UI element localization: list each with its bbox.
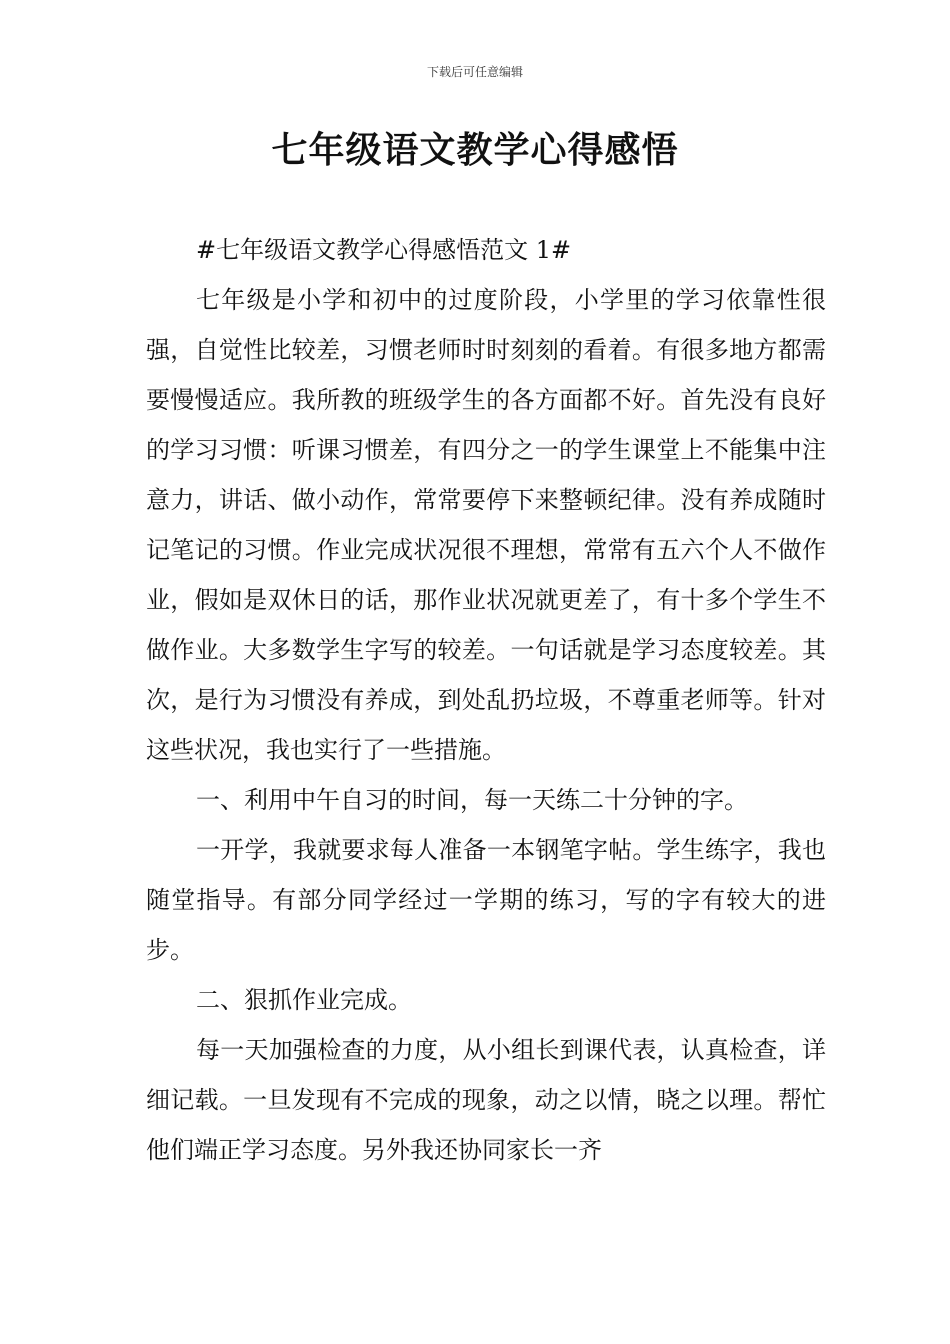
- document-title: 七年级语文教学心得感悟: [271, 129, 679, 171]
- document-body: [146, 225, 826, 1175]
- page-header-note: 下载后可任意编辑: [426, 65, 523, 79]
- paragraph-intro: 七年级是小学和初中的过度阶段，小学里的学习依靠性很强，自觉性比较差，习惯老师时时刻刻的看着。有很多地方都需要慢慢适应。我所教的班级学生的各方面都不好。首先没有良好的学习习惯：听课习惯差，有四分之一的学生课堂上不能集中注意力，讲话、做小动作，常常要停下来整顿纪律。没有养成随时记笔记的习惯。作业完成状况很不理想，常常有五六个人不做作业，假如是双休日的话，那作业状况就更差了，有十多个学生不做作业。大多数学生字写的较差。一句话就是学习态度较差。其次，是行为习惯没有养成，到处乱扔垃圾，不尊重老师等。针对这些状况，我也实行了一些措施。: [146, 286, 826, 764]
- paragraph-measure-two-heading: 二、狠抓作业完成。: [196, 986, 412, 1014]
- paragraph-measure-one-heading: 一、利用中午自习的时间，每一天练二十分钟的字。: [196, 786, 748, 814]
- paragraph-section-heading: #七年级语文教学心得感悟范文 1#: [196, 236, 572, 264]
- paragraph-measure-two-body: 每一天加强检查的力度，从小组长到课代表，认真检查，详细记载。一旦发现有不完成的现象，动之以情，晓之以理。帮忙他们端正学习态度。另外我还协同家长一齐: [146, 1036, 826, 1164]
- paragraph-measure-one-body: 一开学，我就要求每人准备一本钢笔字帖。学生练字，我也随堂指导。有部分同学经过一学期的练习，写的字有较大的进步。: [146, 836, 826, 964]
